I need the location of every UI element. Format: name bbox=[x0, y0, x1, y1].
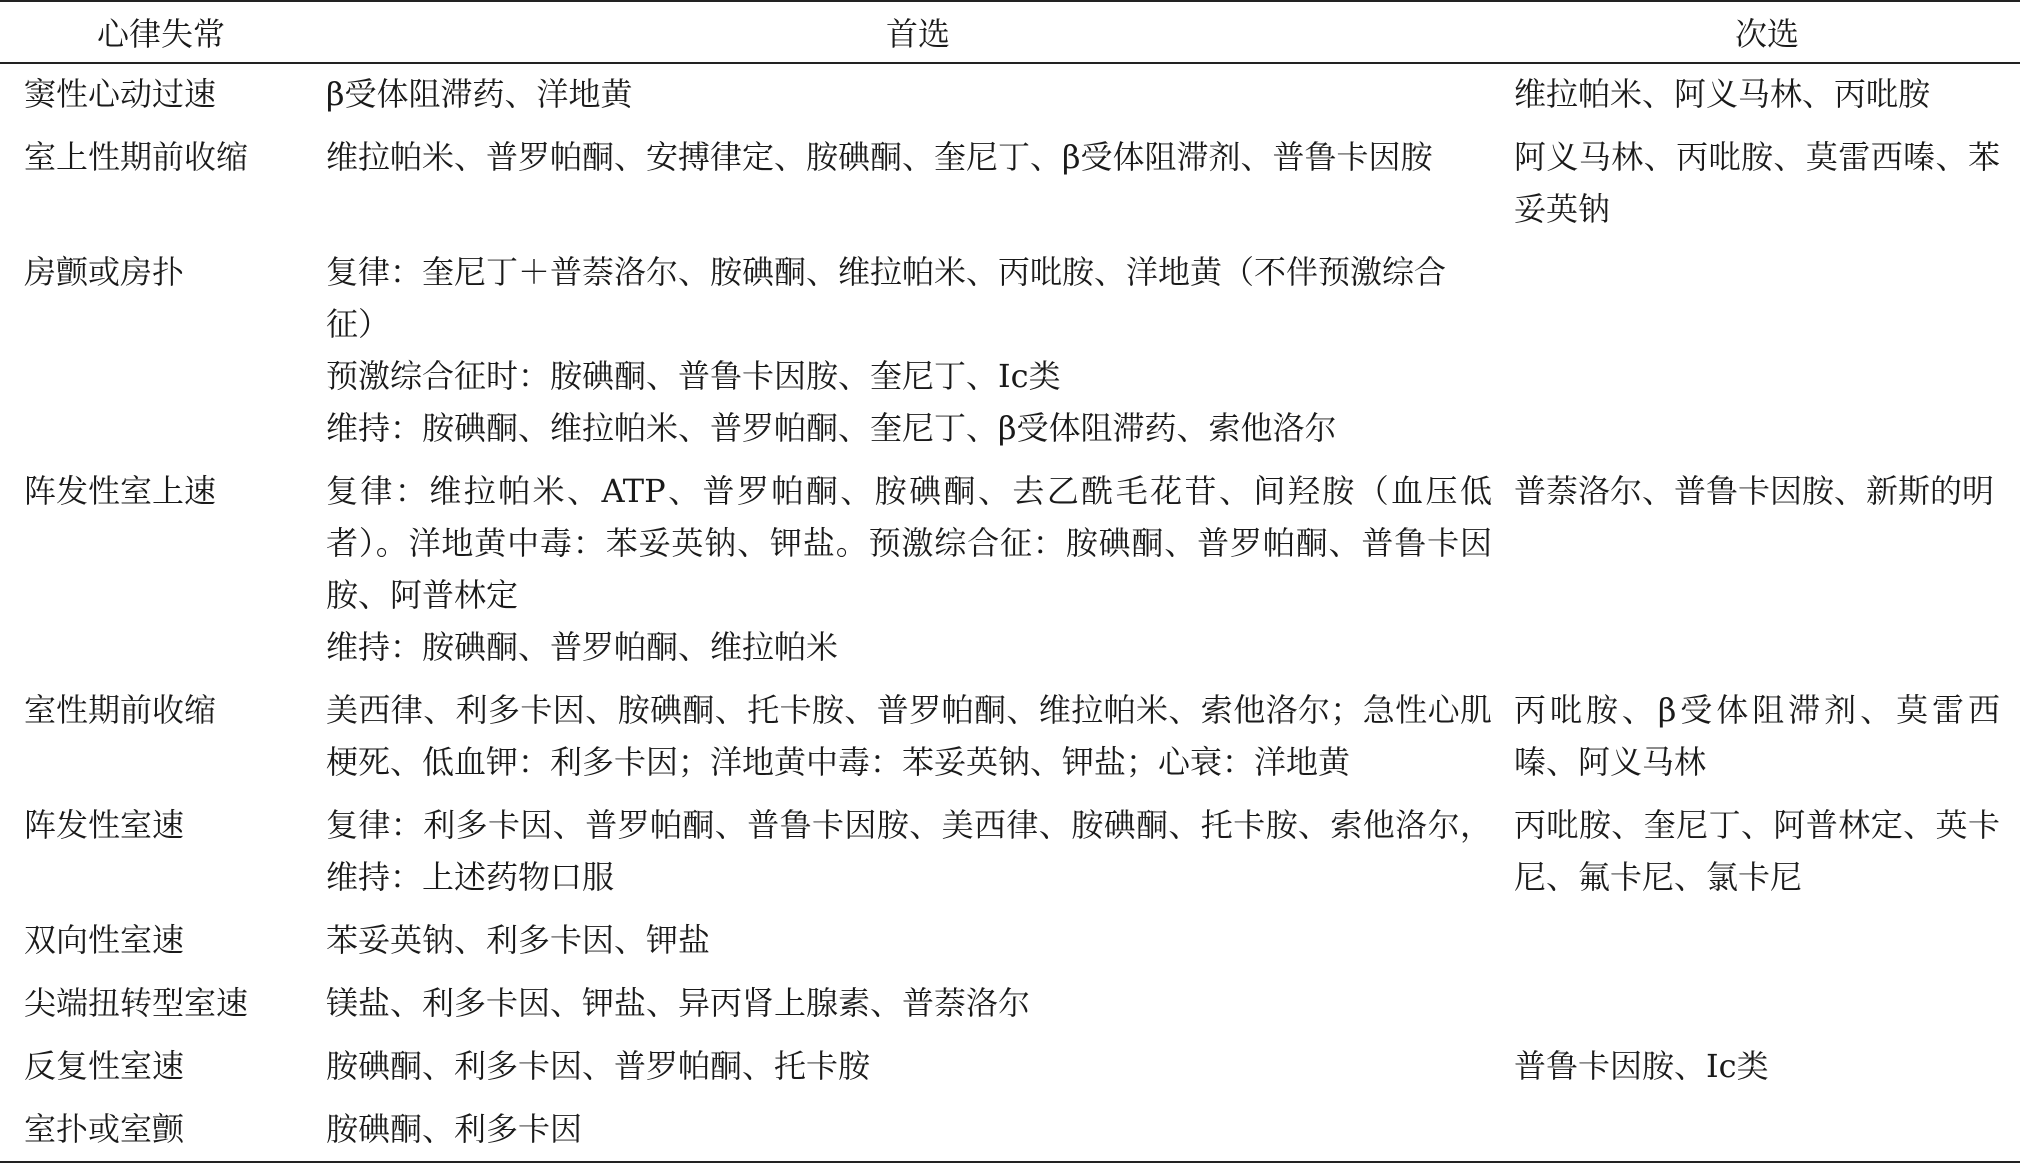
arrhythmia-cell: 窦性心动过速 bbox=[24, 75, 217, 113]
table-row bbox=[0, 1036, 2020, 1099]
table-row bbox=[0, 795, 2020, 910]
arrhythmia-cell: 尖端扭转型室速 bbox=[24, 984, 249, 1022]
table-row bbox=[0, 63, 2020, 127]
first-choice-cell: 镁盐、利多卡因、钾盐、异丙肾上腺素、普萘洛尔 bbox=[326, 984, 1031, 1022]
header-second-choice: 次选 bbox=[1514, 1, 2020, 63]
table-row bbox=[0, 973, 2020, 1036]
arrhythmia-cell: 室扑或室颤 bbox=[0, 1099, 322, 1162]
arrhythmia-cell: 反复性室速 bbox=[24, 1047, 185, 1085]
table-row bbox=[0, 461, 2020, 680]
arrhythmia-cell: 室性期前收缩 bbox=[24, 691, 217, 729]
header-first-choice: 首选 bbox=[322, 1, 1514, 63]
second-choice-cell bbox=[1514, 242, 2020, 461]
second-choice-cell: 丙吡胺、β受体阻滞剂、莫雷西嗪、阿义马林 bbox=[1514, 691, 2000, 781]
table-row bbox=[0, 127, 2020, 242]
second-choice-cell: 丙吡胺、奎尼丁、阿普林定、英卡尼、氟卡尼、氯卡尼 bbox=[1514, 806, 2000, 896]
table-row bbox=[0, 242, 2020, 461]
first-choice-cell: 苯妥英钠、利多卡因、钾盐 bbox=[326, 921, 711, 959]
table-row bbox=[0, 910, 2020, 973]
first-choice-cell: 复律：利多卡因、普罗帕酮、普鲁卡因胺、美西律、胺碘酮、托卡胺、索他洛尔，维持：上述药物口服 bbox=[326, 806, 1492, 896]
second-choice-cell bbox=[1514, 973, 2020, 1036]
second-choice-cell bbox=[1514, 1099, 2020, 1162]
second-choice-cell bbox=[1514, 910, 2020, 973]
second-choice-cell: 维拉帕米、阿义马林、丙吡胺 bbox=[1514, 75, 1931, 113]
second-choice-cell: 普萘洛尔、普鲁卡因胺、新斯的明 bbox=[1514, 472, 1995, 510]
first-choice-cell: 胺碘酮、利多卡因 bbox=[322, 1099, 1514, 1162]
arrhythmia-cell: 房颤或房扑 bbox=[24, 253, 185, 291]
header-arrhythmia: 心律失常 bbox=[0, 1, 322, 63]
first-choice-cell: 复律：奎尼丁＋普萘洛尔、胺碘酮、维拉帕米、丙吡胺、洋地黄（不伴预激综合征） 预激综合征时：胺碘酮、普鲁卡因胺、奎尼丁、Ic类 维持：胺碘酮、维拉帕米、普罗帕酮、奎尼丁、β受体阻滞药、索他洛尔 bbox=[326, 253, 1447, 447]
second-choice-cell: 阿义马林、丙吡胺、莫雷西嗪、苯妥英钠 bbox=[1514, 138, 2000, 228]
first-choice-cell: 复律：维拉帕米、ATP、普罗帕酮、胺碘酮、去乙酰毛花苷、间羟胺（血压低者）。洋地黄中毒：苯妥英钠、钾盐。预激综合征：胺碘酮、普罗帕酮、普鲁卡因胺、阿普林定 维持：胺碘酮、普罗帕酮、维拉帕米 bbox=[326, 472, 1492, 666]
arrhythmia-cell: 阵发性室上速 bbox=[24, 472, 217, 510]
second-choice-cell: 普鲁卡因胺、Ⅰc类 bbox=[1514, 1047, 1769, 1085]
table-row bbox=[0, 1099, 2020, 1162]
arrhythmia-cell: 室上性期前收缩 bbox=[24, 138, 249, 176]
table-row bbox=[0, 680, 2020, 795]
first-choice-cell: β受体阻滞药、洋地黄 bbox=[326, 75, 633, 113]
first-choice-cell: 美西律、利多卡因、胺碘酮、托卡胺、普罗帕酮、维拉帕米、索他洛尔；急性心肌梗死、低血钾：利多卡因；洋地黄中毒：苯妥英钠、钾盐；心衰：洋地黄 bbox=[326, 691, 1492, 781]
arrhythmia-cell: 阵发性室速 bbox=[24, 806, 185, 844]
arrhythmia-cell: 双向性室速 bbox=[24, 921, 185, 959]
table-header-row bbox=[0, 1, 2020, 63]
first-choice-cell: 维拉帕米、普罗帕酮、安搏律定、胺碘酮、奎尼丁、β受体阻滞剂、普鲁卡因胺 bbox=[326, 138, 1433, 176]
first-choice-cell: 胺碘酮、利多卡因、普罗帕酮、托卡胺 bbox=[326, 1047, 871, 1085]
